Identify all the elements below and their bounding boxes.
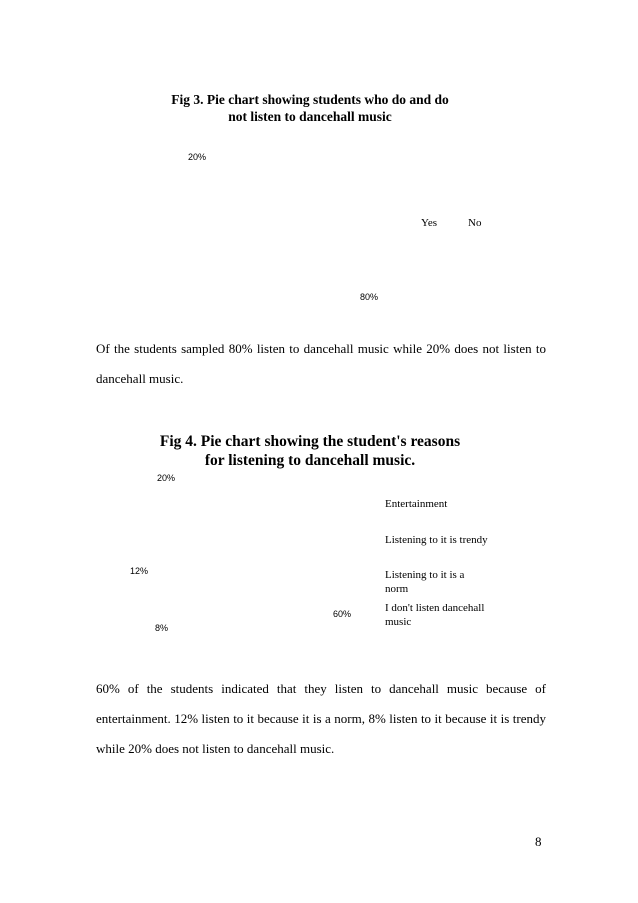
figure-3-title-line-2: not listen to dancehall music xyxy=(228,108,392,124)
figure-4-title xyxy=(120,432,500,471)
paragraph-4-line-1: 60% of the students indicated that they listen to dancehall music because of xyxy=(96,681,546,696)
paragraph-4-line-3: while 20% does not listen to dancehall music. xyxy=(96,741,335,756)
figure-3-title-line-1: Fig 3. Pie chart showing students who do and do xyxy=(171,92,449,107)
fig4-legend-norm-line-2: norm xyxy=(385,583,409,595)
fig4-data-label-trendy: 8% xyxy=(155,623,169,633)
fig4-legend-no-listen-line-1: I don't listen dancehall xyxy=(385,602,485,614)
fig4-legend-norm xyxy=(385,568,464,596)
fig3-data-label-no: 20% xyxy=(188,152,207,162)
paragraph-4-line-2: entertainment. 12% listen to it because it is a norm, 8% listen to it because it is trendy xyxy=(96,711,546,726)
figure-3-title xyxy=(120,92,500,126)
fig4-legend-norm-line-1: Listening to it is a xyxy=(385,569,465,581)
fig3-legend-no: No xyxy=(468,217,482,229)
fig4-data-label-norm: 12% xyxy=(130,566,149,576)
fig4-legend-no-listen xyxy=(385,601,484,629)
figure-4-title-line-1: Fig 4. Pie chart showing the student's reasons xyxy=(159,433,461,450)
page-number: 8 xyxy=(535,834,542,849)
fig3-data-label-yes: 80% xyxy=(360,292,379,302)
fig4-data-label-no-listen: 20% xyxy=(157,473,176,483)
paragraph-3-line-2: dancehall music. xyxy=(96,371,184,386)
fig4-legend-no-listen-line-2: music xyxy=(385,616,412,628)
fig4-legend-trendy: Listening to it is trendy xyxy=(385,534,488,546)
paragraph-3-line-1: Of the students sampled 80% listen to dancehall music while 20% does not listen to xyxy=(96,341,546,356)
fig3-legend-yes: Yes xyxy=(421,217,438,229)
fig4-legend-entertainment: Entertainment xyxy=(385,498,448,510)
figure-4-title-line-2: for listening to dancehall music. xyxy=(204,452,416,470)
fig4-data-label-entertainment: 60% xyxy=(333,609,352,619)
